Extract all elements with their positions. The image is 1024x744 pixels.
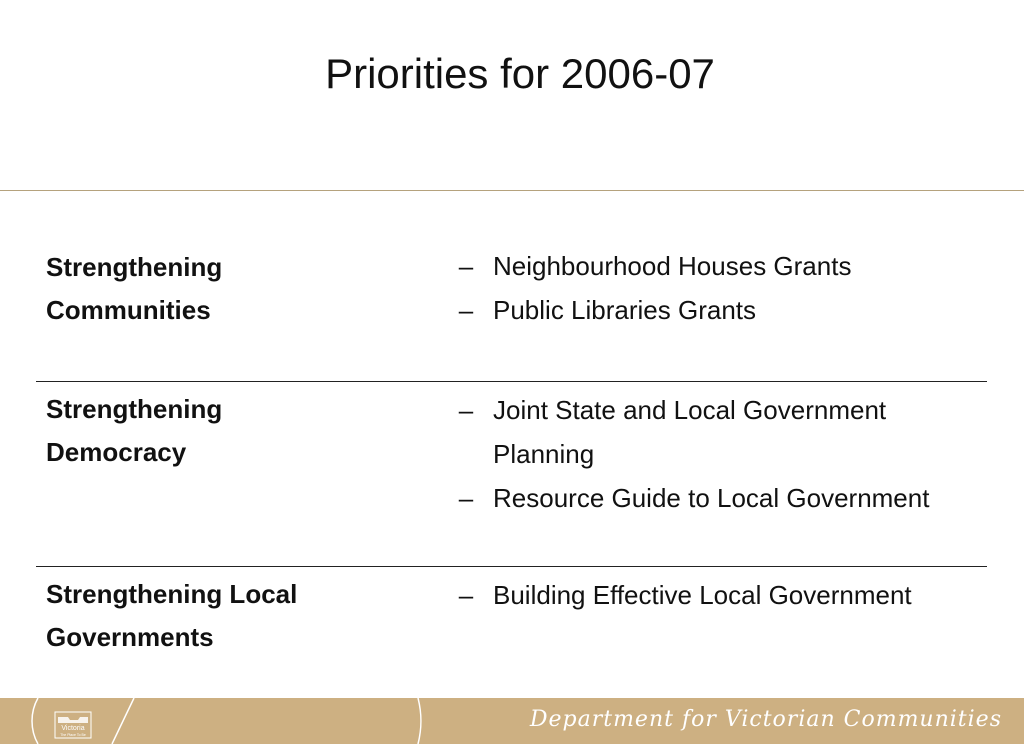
row-item-list — [451, 244, 991, 332]
row-label — [46, 388, 386, 474]
table-row — [36, 382, 987, 567]
victoria-logo — [54, 711, 92, 739]
table-row — [36, 567, 987, 687]
row-label — [46, 573, 386, 659]
list-item-text: Building Effective Local Government — [493, 580, 912, 610]
row-label — [46, 246, 386, 332]
dash-bullet: – — [458, 251, 474, 281]
row-label-line: Strengthening — [46, 252, 223, 282]
row-label-line: Strengthening Local — [46, 579, 298, 609]
title-divider — [0, 190, 1024, 191]
table-row — [36, 238, 987, 382]
row-label-line: Strengthening — [46, 394, 223, 424]
list-item-text: Public Libraries Grants — [493, 295, 756, 325]
row-label-line: Governments — [46, 622, 214, 652]
list-item — [451, 476, 991, 520]
page-title: Priorities for 2006-07 — [325, 50, 715, 97]
footer-bar — [0, 698, 1024, 744]
list-item-text: Resource Guide to Local Government — [493, 483, 930, 513]
dash-bullet: – — [458, 483, 474, 513]
dash-bullet: – — [458, 295, 474, 325]
list-item — [451, 244, 991, 288]
department-name: Department for Victorian Communities — [529, 707, 1002, 732]
row-item-list — [451, 573, 991, 617]
dash-bullet: – — [458, 580, 474, 610]
list-item-text: Neighbourhood Houses Grants — [493, 251, 852, 281]
logo-tagline: The Place To Be — [60, 733, 86, 737]
logo-wordmark: Victoria — [61, 725, 85, 732]
priorities-table — [36, 238, 987, 687]
list-item — [451, 288, 991, 332]
row-item-list — [451, 388, 991, 520]
dash-bullet: – — [458, 395, 474, 425]
row-label-line: Democracy — [46, 437, 187, 467]
list-item-text: Joint State and Local Government Planning — [493, 395, 887, 469]
row-label-line: Communities — [46, 295, 211, 325]
list-item — [451, 573, 991, 617]
list-item — [451, 388, 991, 476]
